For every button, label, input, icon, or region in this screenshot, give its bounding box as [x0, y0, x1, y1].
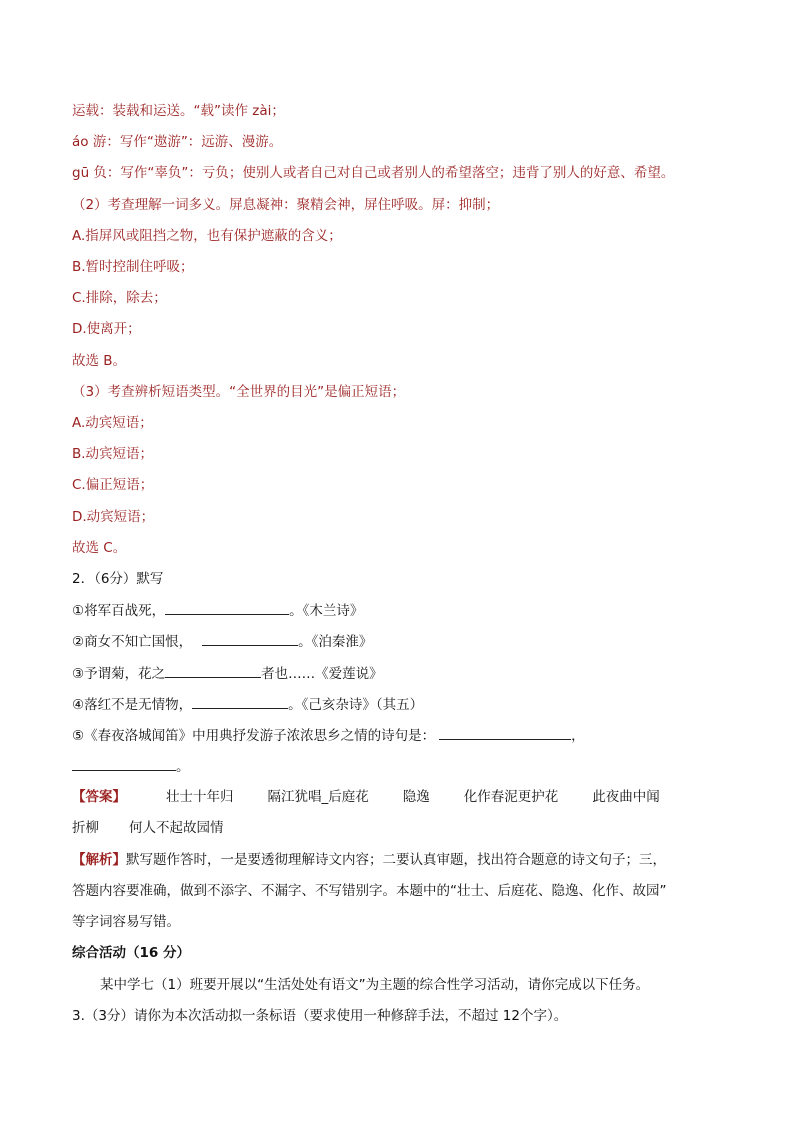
question-3: 3.（3分）请你为本次活动拟一条标语（要求使用一种修辞手法，不超过 12个字）。	[72, 1008, 568, 1024]
dictation-prompt: ③予谓菊，花之	[72, 666, 166, 682]
answer-blank[interactable]	[72, 756, 176, 771]
dictation-item-5-cont	[72, 756, 190, 777]
dictation-item-1	[72, 600, 363, 621]
option-b: B.动宾短语；	[72, 446, 154, 462]
option-c: C.偏正短语；	[72, 477, 154, 493]
option-c: C.排除，除去；	[72, 290, 167, 306]
answer-item: 隔江犹唱_后庭花	[267, 789, 369, 805]
answer-blank[interactable]	[165, 663, 261, 678]
section-title: 综合活动（16 分）	[72, 945, 190, 961]
dictation-prompt: ④落红不是无情物，	[72, 697, 193, 713]
note-line-1: 运载：装载和运送。“载”读作 zài；	[72, 103, 285, 119]
section-intro: 某中学七（1）班要开展以“生活处处有语文”为主题的综合性学习活动，请你完成以下任务。	[100, 977, 650, 993]
option-d: D.动宾短语；	[72, 509, 155, 525]
answer-row	[72, 787, 660, 807]
answer-item: 折柳	[72, 820, 99, 836]
answer-item: 此夜曲中闻	[592, 789, 660, 805]
choice-result: 故选 C。	[72, 540, 127, 556]
analysis-text: 默写题作答时，一是要透彻理解诗文内容；二要认真审题，找出符合题意的诗文句子；三，	[126, 852, 666, 868]
answer-blank[interactable]	[202, 631, 298, 646]
analysis-label: 【解析】	[72, 852, 126, 868]
answer-item: 壮士十年归	[166, 789, 234, 805]
note-line-3: gū 负：写作“辜负”：亏负；使别人或者自己对自己或者别人的希望落空；违背了别人的好意、希望。	[72, 165, 675, 181]
dictation-prompt: ②商女不知亡国恨，	[72, 634, 193, 650]
dictation-item-2	[72, 631, 372, 652]
comma: ，	[571, 728, 585, 744]
answer-row-2	[72, 818, 252, 838]
option-a: A.动宾短语；	[72, 415, 153, 431]
dictation-source: 。《泊秦淮》	[298, 634, 373, 650]
answer-item: 隐逸	[402, 789, 430, 805]
answer-item: 何人不起故园情	[129, 820, 224, 836]
analysis-line-2: 答题内容要准确，做到不添字、不漏字、不写错别字。本题中的“壮士、后庭花、隐逸、化作、故园”	[72, 883, 667, 899]
option-b: B.暂时控制住呼吸；	[72, 259, 194, 275]
answer-blank[interactable]	[439, 725, 571, 740]
note-line-2: áo 游：写作“遨游”：远游、漫游。	[72, 134, 283, 150]
analysis-line-1	[72, 850, 666, 870]
dictation-source: 者也……《爱莲说》	[261, 666, 383, 682]
answer-blank[interactable]	[165, 600, 289, 615]
dictation-item-4	[72, 694, 423, 715]
analysis-line-3: 等字词容易写错。	[72, 914, 180, 930]
dictation-prompt: ①将军百战死，	[72, 603, 166, 619]
period: 。	[176, 759, 190, 775]
answer-item: 化作春泥更护花	[463, 789, 559, 805]
dictation-source: 。《己亥杂诗》（其五）	[288, 697, 424, 713]
dictation-source: 。《木兰诗》	[289, 603, 364, 619]
note-line-10: （3）考查辨析短语类型。“全世界的目光”是偏正短语；	[72, 384, 406, 400]
dictation-item-5	[72, 725, 585, 746]
note-line-4: （2）考查理解一词多义。屏息凝神：聚精会神，屏住呼吸。屏：抑制；	[72, 197, 500, 213]
question-2-heading: 2．（6分）默写	[72, 571, 164, 587]
option-a: A.指屏风或阻挡之物，也有保护遮蔽的含义；	[72, 228, 342, 244]
answer-blank[interactable]	[192, 694, 288, 709]
choice-result: 故选 B。	[72, 353, 127, 369]
dictation-item-3	[72, 663, 383, 684]
option-d: D.使离开；	[72, 321, 141, 337]
answer-label: 【答案】	[72, 789, 126, 805]
dictation-prompt: ⑤《春夜洛城闻笛》中用典抒发游子浓浓思乡之情的诗句是：	[72, 728, 436, 744]
